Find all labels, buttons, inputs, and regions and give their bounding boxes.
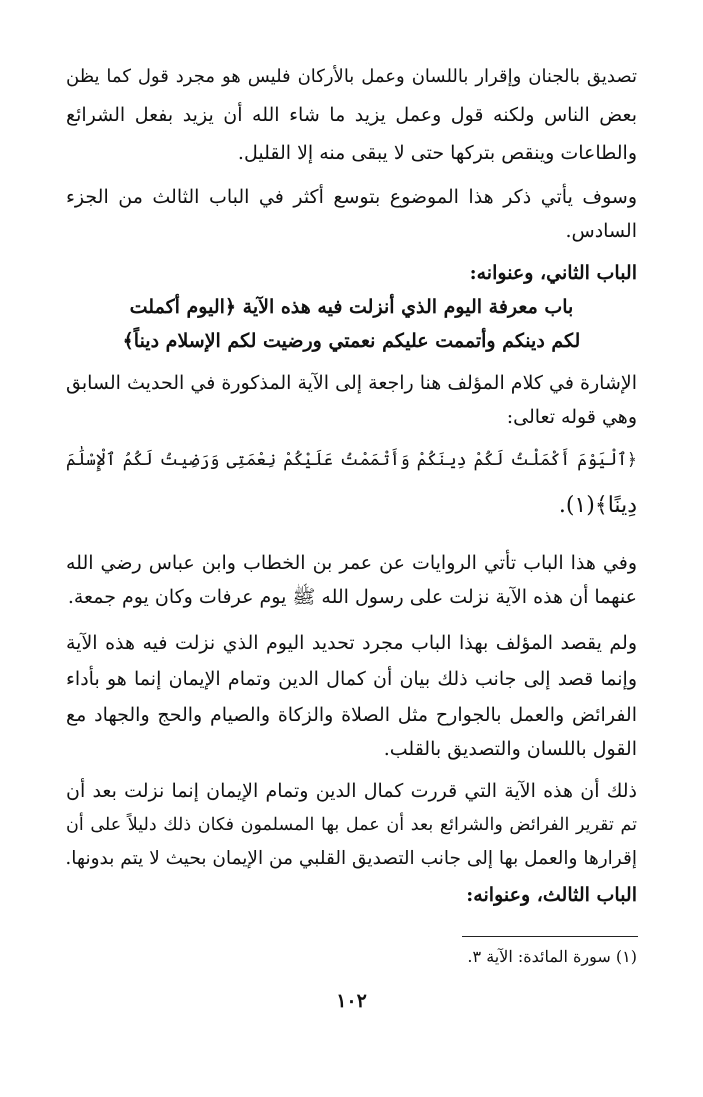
chapter-title-line: لكم دينكم وأتممت عليكم نعمتي ورضيت لكم الإسلام ديناً﴾ — [122, 330, 581, 352]
body-text-line: إقرارها والعمل بها إلى جانب التصديق القلبي من الإيمان بحيث لا يتم بدونها. — [65, 848, 637, 869]
body-text-line: والطاعات وينقص بتركها حتى لا يبقى منه إلا القليل. — [237, 142, 637, 164]
quran-verse-line: ﴿ٱلْيَوْمَ أَكْمَلْتُ لَكُمْ دِينَكُمْ وَأَتْمَمْتُ عَلَيْكُمْ نِعْمَتِى وَرَضِيتُ لَكُمُ ٱلْإِسْلَٰمَ — [66, 450, 637, 470]
body-text-line: السادس. — [565, 220, 637, 242]
body-text-line: القول باللسان والتصديق بالقلب. — [383, 738, 637, 760]
body-text-line: عنهما أن هذه الآية نزلت على رسول الله ﷺ يوم عرفات وكان يوم جمعة. — [67, 586, 637, 608]
chapter-heading-3: الباب الثالث، وعنوانه: — [466, 884, 637, 906]
chapter-heading-2: الباب الثاني، وعنوانه: — [469, 262, 637, 284]
body-text-line: وسوف يأتي ذكر هذا الموضوع بتوسع أكثر في الباب الثالث من الجزء — [66, 186, 637, 208]
body-text-line: ذلك أن هذه الآية التي قررت كمال الدين وتمام الإيمان إنما نزلت بعد أن — [66, 780, 637, 802]
body-text-line: وهي قوله تعالى: — [506, 406, 637, 428]
footnote: (١) سورة المائدة: الآية ٣. — [467, 947, 637, 966]
quran-verse-line: دِينًا﴾(١). — [558, 493, 637, 518]
body-text-line: الإشارة في كلام المؤلف هنا راجعة إلى الآية المذكورة في الحديث السابق — [66, 372, 637, 394]
footnote-separator — [462, 936, 638, 937]
body-text-line: وفي هذا الباب تأتي الروايات عن عمر بن الخطاب وابن عباس رضي الله — [66, 552, 637, 574]
body-text-line: تصديق بالجنان وإقرار باللسان وعمل بالأركان فليس هو مجرد قول كما يظن — [66, 66, 637, 87]
chapter-title-line: باب معرفة اليوم الذي أنزلت فيه هذه الآية ﴿اليوم أكملت — [129, 296, 574, 318]
body-text-line: الفرائض والعمل بالجوارح مثل الصلاة والزكاة والصيام والحج والجهاد مع — [66, 704, 637, 726]
body-text-line: بعض الناس ولكنه قول وعمل يزيد ما شاء الله أن يزيد بفعل الشرائع — [66, 104, 637, 126]
body-text-line: تم تقرير الفرائض والشرائع بعد أن عمل بها المسلمون فكان ذلك دليلاً على أن — [66, 815, 637, 835]
body-text-line: وإنما قصد إلى جانب ذلك بيان أن كمال الدين وتمام الإيمان إنما هو بأداء — [66, 668, 637, 690]
page-number: ١٠٢ — [336, 990, 367, 1012]
body-text-line: ولم يقصد المؤلف بهذا الباب مجرد تحديد اليوم الذي نزلت فيه هذه الآية — [66, 632, 637, 654]
